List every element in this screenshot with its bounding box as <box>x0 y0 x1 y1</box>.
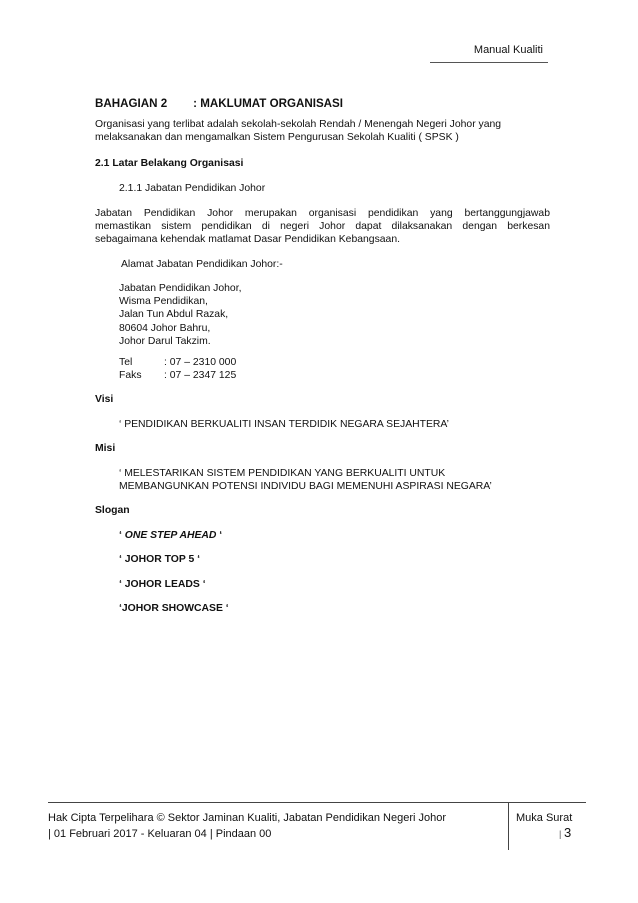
fax-label: Faks <box>119 370 142 382</box>
slogan-johor-top-5: ‘ JOHOR TOP 5 ‘ <box>119 554 201 565</box>
address-block <box>119 282 241 348</box>
fax-value: : 07 – 2347 125 <box>164 370 237 382</box>
slogan-close-quote: ‘ <box>216 530 223 541</box>
visi-text: ‘ PENDIDIKAN BERKUALITI INSAN TERDIDIK NEGARA SEJAHTERA’ <box>119 419 449 430</box>
address-label: Alamat Jabatan Pendidikan Johor:- <box>121 259 283 270</box>
section-intro: Organisasi yang terlibat adalah sekolah-sekolah Rendah / Menengah Negeri Johor yang melaksanakan dan mengamalkan Sistem Pengurusan Sekolah Kualiti ( SPSK ) <box>95 119 502 144</box>
visi-heading: Visi <box>95 394 114 405</box>
section-label: BAHAGIAN 2 <box>95 97 168 110</box>
footer-copyright: Hak Cipta Terpelihara © Sektor Jaminan Kualiti, Jabatan Pendidikan Negeri Johor <box>48 812 447 824</box>
tel-row <box>119 356 236 369</box>
slogan-italic-text: ONE STEP AHEAD <box>124 530 217 541</box>
paragraph-line: sebagaimana kehendak matlamat Dasar Pendidikan Kebangsaan. <box>95 234 400 246</box>
address-line: 80604 Johor Bahru, <box>119 322 211 334</box>
misi-line: MEMBANGUNKAN POTENSI INDIVIDU BAGI MEMENUHI ASPIRASI NEGARA’ <box>119 481 492 493</box>
slogan-open-quote: ‘ <box>119 530 125 541</box>
footer-rule <box>48 802 586 803</box>
footer-divider <box>508 802 509 850</box>
subsection-heading: 2.1 Latar Belakang Organisasi <box>95 158 244 169</box>
address-line: Wisma Pendidikan, <box>119 296 208 308</box>
header-rule <box>430 62 548 63</box>
footer-revision: | 01 Februari 2017 - Keluaran 04 | Pindaan 00 <box>48 828 272 840</box>
header-title: Manual Kualiti <box>473 44 543 56</box>
section-title <box>95 97 343 110</box>
slogan-johor-leads: ‘ JOHOR LEADS ‘ <box>119 579 206 590</box>
misi-heading: Misi <box>95 443 116 454</box>
page-number: 3 <box>564 825 572 840</box>
slogan-one-step-ahead <box>119 529 222 542</box>
tel-label: Tel <box>119 357 133 368</box>
misi-text <box>119 467 492 493</box>
address-line: Jalan Tun Abdul Razak, <box>119 309 229 321</box>
page-label: Muka Surat <box>516 812 573 824</box>
tel-value: : 07 – 2310 000 <box>164 357 237 368</box>
paragraph-line: memastikan sistem pendidikan di negeri Johor dapat dilaksanakan dengan berkesan <box>95 221 550 233</box>
paragraph-line: Jabatan Pendidikan Johor merupakan organisasi pendidikan yang bertanggungjawab <box>95 208 550 219</box>
section-name: : MAKLUMAT ORGANISASI <box>193 97 344 110</box>
page-number-bar: | <box>559 829 562 839</box>
slogan-johor-showcase: ‘JOHOR SHOWCASE ‘ <box>119 603 229 614</box>
address-line: Jabatan Pendidikan Johor, <box>119 283 242 294</box>
contact-block <box>119 356 236 382</box>
fax-row <box>119 369 236 382</box>
address-line: Johor Darul Takzim. <box>119 335 211 347</box>
slogan-heading: Slogan <box>95 505 130 516</box>
subsection-subheading: 2.1.1 Jabatan Pendidikan Johor <box>119 183 266 194</box>
misi-line: ‘ MELESTARIKAN SISTEM PENDIDIKAN YANG BERKUALITI UNTUK <box>119 468 446 479</box>
organisation-paragraph <box>95 207 550 247</box>
